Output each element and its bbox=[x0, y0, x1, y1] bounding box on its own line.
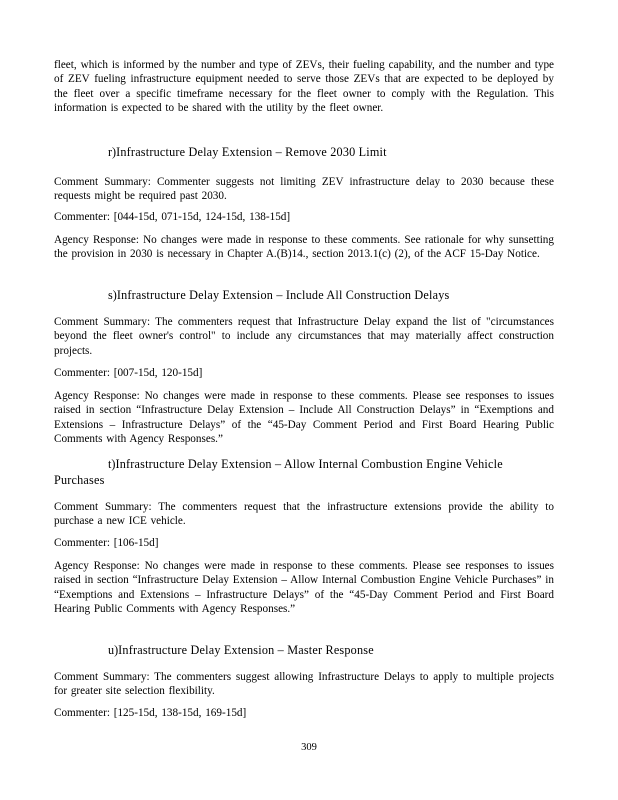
section-heading-s bbox=[54, 288, 554, 304]
commenter-list: Commenter: [007-15d, 120-15d] bbox=[54, 367, 203, 379]
section-title: Infrastructure Delay Extension – Remove 2030 Limit bbox=[116, 145, 387, 159]
section-label: u) bbox=[108, 643, 119, 657]
commenter-list: Commenter: [044-15d, 071-15d, 124-15d, 138-15d] bbox=[54, 211, 291, 223]
page-number: 309 bbox=[301, 742, 317, 753]
comment-summary: Comment Summary: Commenter suggests not limiting ZEV infrastructure delay to 2030 because these requests might be required past 2030. bbox=[54, 176, 554, 203]
section-heading-u bbox=[54, 643, 554, 659]
intro-paragraph: fleet, which is informed by the number and type of ZEVs, their fueling capability, and the number and type of ZEV fueling infrastructure equipment needed to serve those ZEVs that are expected to be deployed by the fleet over a specific timeframe necessary for the fleet owner to comply with the Regulation. This information is expected to be shared with the utility by the fleet owner. bbox=[54, 59, 554, 115]
section-title: Infrastructure Delay Extension – Allow Internal Combustion Engine Vehicle Purchases bbox=[54, 457, 503, 487]
commenter-list: Commenter: [106-15d] bbox=[54, 537, 159, 549]
agency-response: Agency Response: No changes were made in response to these comments. Please see responses to issues raised in section “Infrastructure Delay Extension – Allow Internal Combustion Engine Vehicle Purchases” in “Exemptions and Extensions – Infrastructure Delays” of the “45-Day Comment Period and First Board Hearing Public Comments with Agency Responses.” bbox=[54, 560, 554, 616]
section-label: r) bbox=[108, 145, 117, 159]
section-title: Infrastructure Delay Extension – Master Response bbox=[118, 643, 374, 657]
section-heading-t bbox=[54, 457, 554, 488]
agency-response: Agency Response: No changes were made in response to these comments. See rationale for why sunsetting the provision in 2030 is necessary in Chapter A.(B)14., section 2013.1(c) (2), of the ACF 15-Day Notice. bbox=[54, 234, 554, 261]
section-heading-r bbox=[54, 145, 554, 161]
agency-response: Agency Response: No changes were made in response to these comments. Please see responses to issues raised in section “Infrastructure Delay Extension – Include All Construction Delays” in “Exemptions and Extensions – Infrastructure Delays” of the “45-Day Comment Period and First Board Hearing Public Comments with Agency Responses.” bbox=[54, 390, 554, 446]
section-label: s) bbox=[108, 288, 117, 302]
section-label: t) bbox=[108, 457, 116, 471]
comment-summary: Comment Summary: The commenters request that the infrastructure extensions provide the ability to purchase a new ICE vehicle. bbox=[54, 501, 554, 528]
section-title: Infrastructure Delay Extension – Include All Construction Delays bbox=[116, 288, 450, 302]
comment-summary: Comment Summary: The commenters suggest allowing Infrastructure Delays to apply to multiple projects for greater site selection flexibility. bbox=[54, 671, 554, 698]
commenter-list: Commenter: [125-15d, 138-15d, 169-15d] bbox=[54, 707, 247, 719]
comment-summary: Comment Summary: The commenters request that Infrastructure Delay expand the list of "circumstances beyond the fleet owner's control" to include any circumstances that may materially affect construction projects. bbox=[54, 316, 554, 357]
